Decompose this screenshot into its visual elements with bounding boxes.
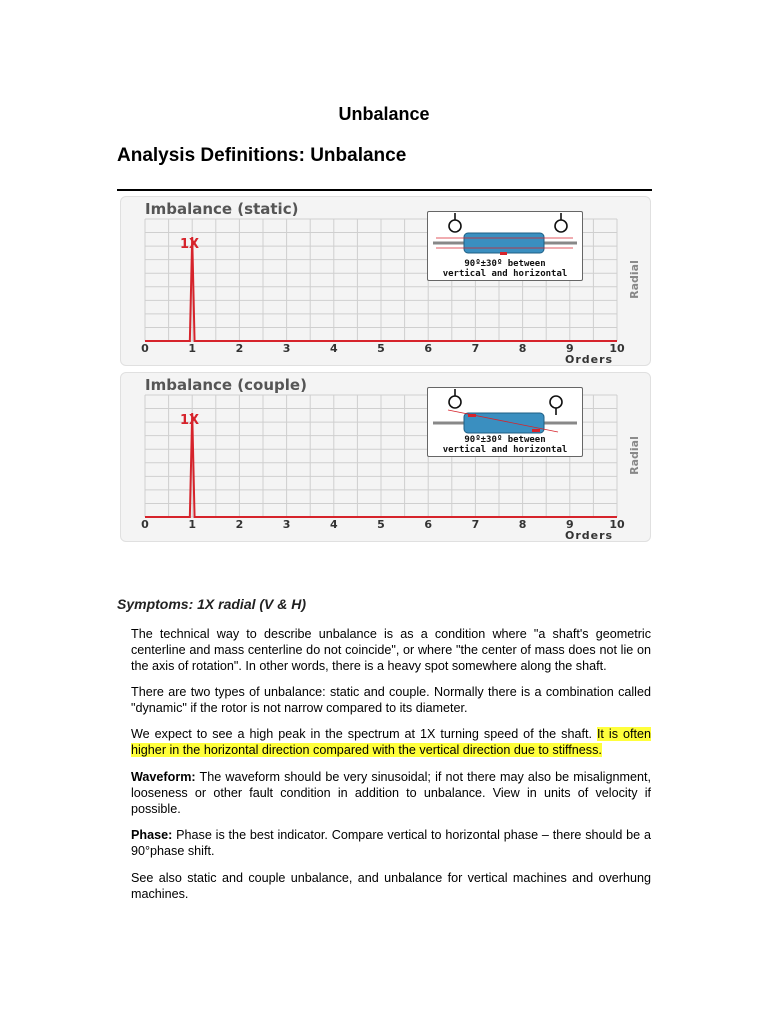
horizontal-rule <box>117 189 652 191</box>
x-tick-label: 5 <box>377 342 385 355</box>
phase-text: Phase is the best indicator. Compare vertical to horizontal phase – there should be a 90°phase shift. <box>131 827 651 858</box>
radial-axis-label: Radial <box>627 436 641 475</box>
x-tick-label: 0 <box>141 342 149 355</box>
paragraph-definition: The technical way to describe unbalance is as a condition where "a shaft's geometric centerline and mass centerline do not coincide", or where "the center of mass does not lie on the axis of rotation". In other words, there is a heavy spot somewhere along the shaft. <box>131 626 651 673</box>
x-tick-label: 0 <box>141 518 149 531</box>
symptoms-heading: Symptoms: 1X radial (V & H) <box>117 596 307 612</box>
chart-title: Imbalance (static) <box>145 200 299 218</box>
waveform-text: The waveform should be very sinusoidal; if not there may also be misalignment, looseness or other fault condition in addition to unbalance. View in units of velocity if possible. <box>131 769 651 816</box>
x-tick-label: 2 <box>235 518 244 531</box>
paragraph-waveform <box>131 769 651 817</box>
x-tick-label: 9 <box>565 518 574 531</box>
x-tick-label: 8 <box>518 342 527 355</box>
inset-caption-line2: vertical and horizontal <box>442 269 568 279</box>
chart-imbalance-static <box>120 196 651 366</box>
x-axis-label: Orders <box>565 529 614 542</box>
x-tick-label: 6 <box>424 342 433 355</box>
x-tick-label: 10 <box>609 342 625 355</box>
x-tick-label: 6 <box>424 518 433 531</box>
paragraph-types: There are two types of unbalance: static and couple. Normally there is a combination called "dynamic" if the rotor is not narrow compared to its diameter. <box>131 684 651 715</box>
x-tick-label: 5 <box>377 518 385 531</box>
rotor-diagram-static <box>427 211 583 281</box>
x-tick-label: 1 <box>188 342 197 355</box>
x-tick-label: 4 <box>329 342 338 355</box>
x-tick-label: 3 <box>282 518 291 531</box>
page-subtitle: Analysis Definitions: Unbalance <box>117 145 407 166</box>
paragraph-see-also: See also static and couple unbalance, and unbalance for vertical machines and overhung machines. <box>131 870 651 901</box>
chart-title: Imbalance (couple) <box>145 376 307 394</box>
radial-axis-label: Radial <box>627 260 641 299</box>
x-tick-label: 7 <box>471 518 480 531</box>
phase-label: Phase: <box>131 827 173 842</box>
highlighted-text: It is often higher in the horizontal direction compared with the vertical direction due to stiffness. <box>131 726 651 757</box>
waveform-label: Waveform: <box>131 769 196 784</box>
rotor-diagram-couple <box>427 387 583 457</box>
inset-caption-line2: vertical and horizontal <box>442 445 568 455</box>
x-tick-label: 7 <box>471 342 480 355</box>
x-tick-label: 1 <box>188 518 197 531</box>
x-tick-label: 9 <box>565 342 574 355</box>
x-tick-label: 4 <box>329 518 338 531</box>
x-axis-label: Orders <box>565 353 614 366</box>
x-tick-label: 3 <box>282 342 291 355</box>
x-tick-label: 10 <box>609 518 625 531</box>
page-title: Unbalance <box>338 104 430 124</box>
chart-imbalance-couple <box>120 372 651 542</box>
peak-text: We expect to see a high peak in the spectrum at 1X turning speed of the shaft. <box>131 726 597 741</box>
peak-label-1x: 1X <box>180 237 200 252</box>
x-tick-label: 2 <box>235 342 244 355</box>
paragraph-peak <box>131 726 651 758</box>
peak-label-1x: 1X <box>180 413 200 428</box>
paragraph-phase <box>131 827 651 859</box>
x-tick-label: 8 <box>518 518 527 531</box>
inset-caption-line1: 90º±30º between <box>464 259 546 269</box>
inset-caption-line1: 90º±30º between <box>464 435 546 445</box>
